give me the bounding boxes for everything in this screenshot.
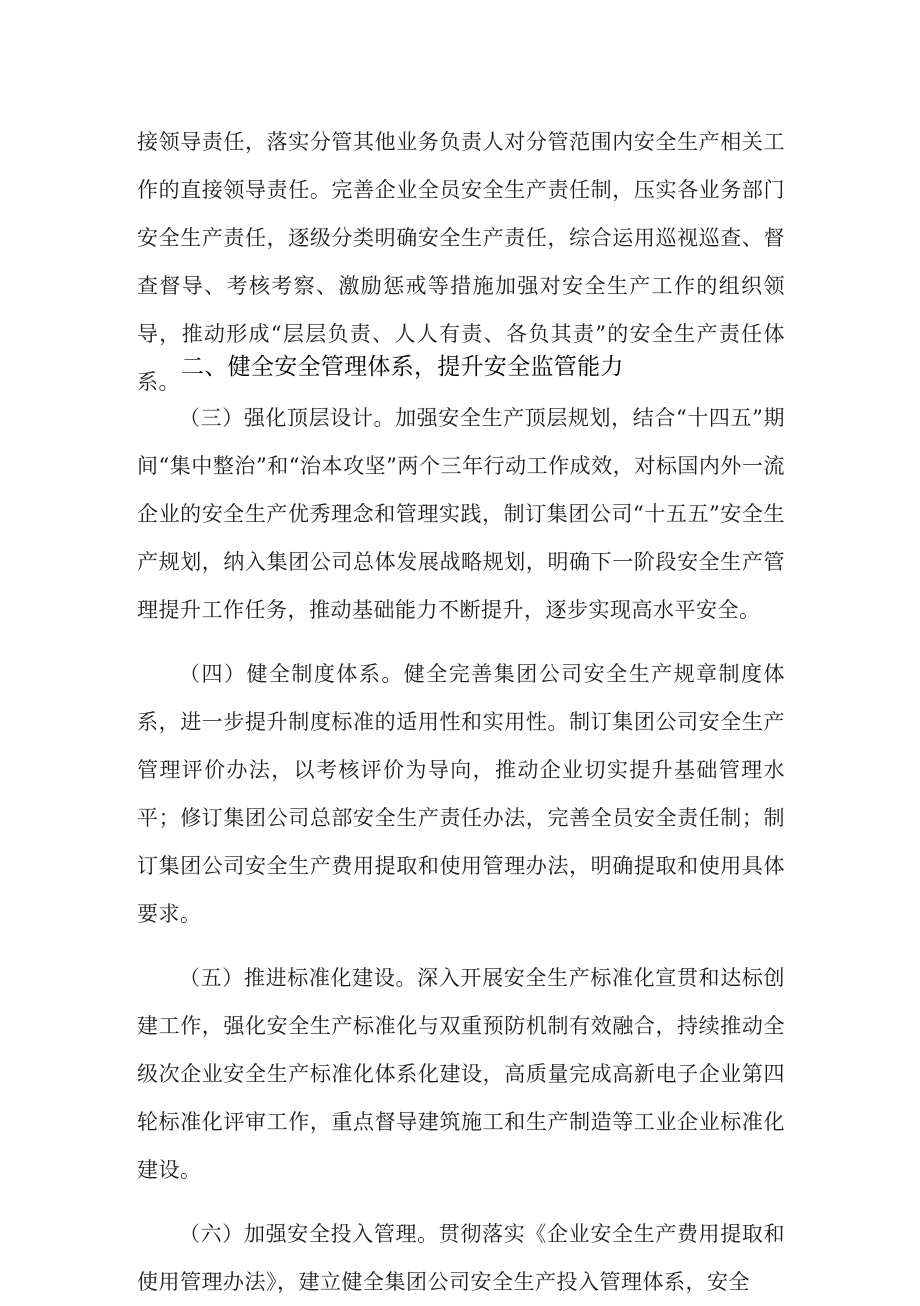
paragraph-4: （四）健全制度体系。健全完善集团公司安全生产规章制度体系，进一步提升制度标准的适用性和实用性。制订集团公司安全生产管理评价办法，以考核评价为导向，推动企业切实提升基础管理水平；修订集团公司总部安全生产责任办法，完善全员安全责任制；制订集团公司安全生产费用提取和使用管理办法，明确提取和使用具体要求。 xyxy=(137,662,785,926)
section-heading: 二、健全安全管理体系，提升安全监管能力 xyxy=(181,354,624,380)
paragraphs-block xyxy=(137,394,785,1306)
paragraph-continued: 接领导责任，落实分管其他业务负责人对分管范围内安全生产相关工作的直接领导责任。完善企业全员安全生产责任制，压实各业务部门安全生产责任，逐级分类明确安全生产责任，综合运用巡视巡查、督查督导、考核考察、激励惩戒等措施加强对安全生产工作的组织领导，推动形成“层层负责、人人有责、各负其责”的安全生产责任体系。 xyxy=(137,130,785,394)
paragraph-3: （三）强化顶层设计。加强安全生产顶层规划，结合“十四五”期间“集中整治”和“治本攻坚”两个三年行动工作成效，对标国内外一流企业的安全生产优秀理念和管理实践，制订集团公司“十五五”安全生产规划，纳入集团公司总体发展战略规划，明确下一阶段安全生产管理提升工作任务，推动基础能力不断提升，逐步实现高水平安全。 xyxy=(137,406,785,622)
paragraph-6: （六）加强安全投入管理。贯彻落实《企业安全生产费用提取和使用管理办法》，建立健全集团公司安全生产投入管理体系，安全 xyxy=(137,1222,785,1294)
paragraph-5: （五）推进标准化建设。深入开展安全生产标准化宣贯和达标创建工作，强化安全生产标准化与双重预防机制有效融合，持续推动全级次企业安全生产标准化体系化建设，高质量完成高新电子企业第四轮标准化评审工作，重点督导建筑施工和生产制造等工业企业标准化建设。 xyxy=(137,966,785,1182)
